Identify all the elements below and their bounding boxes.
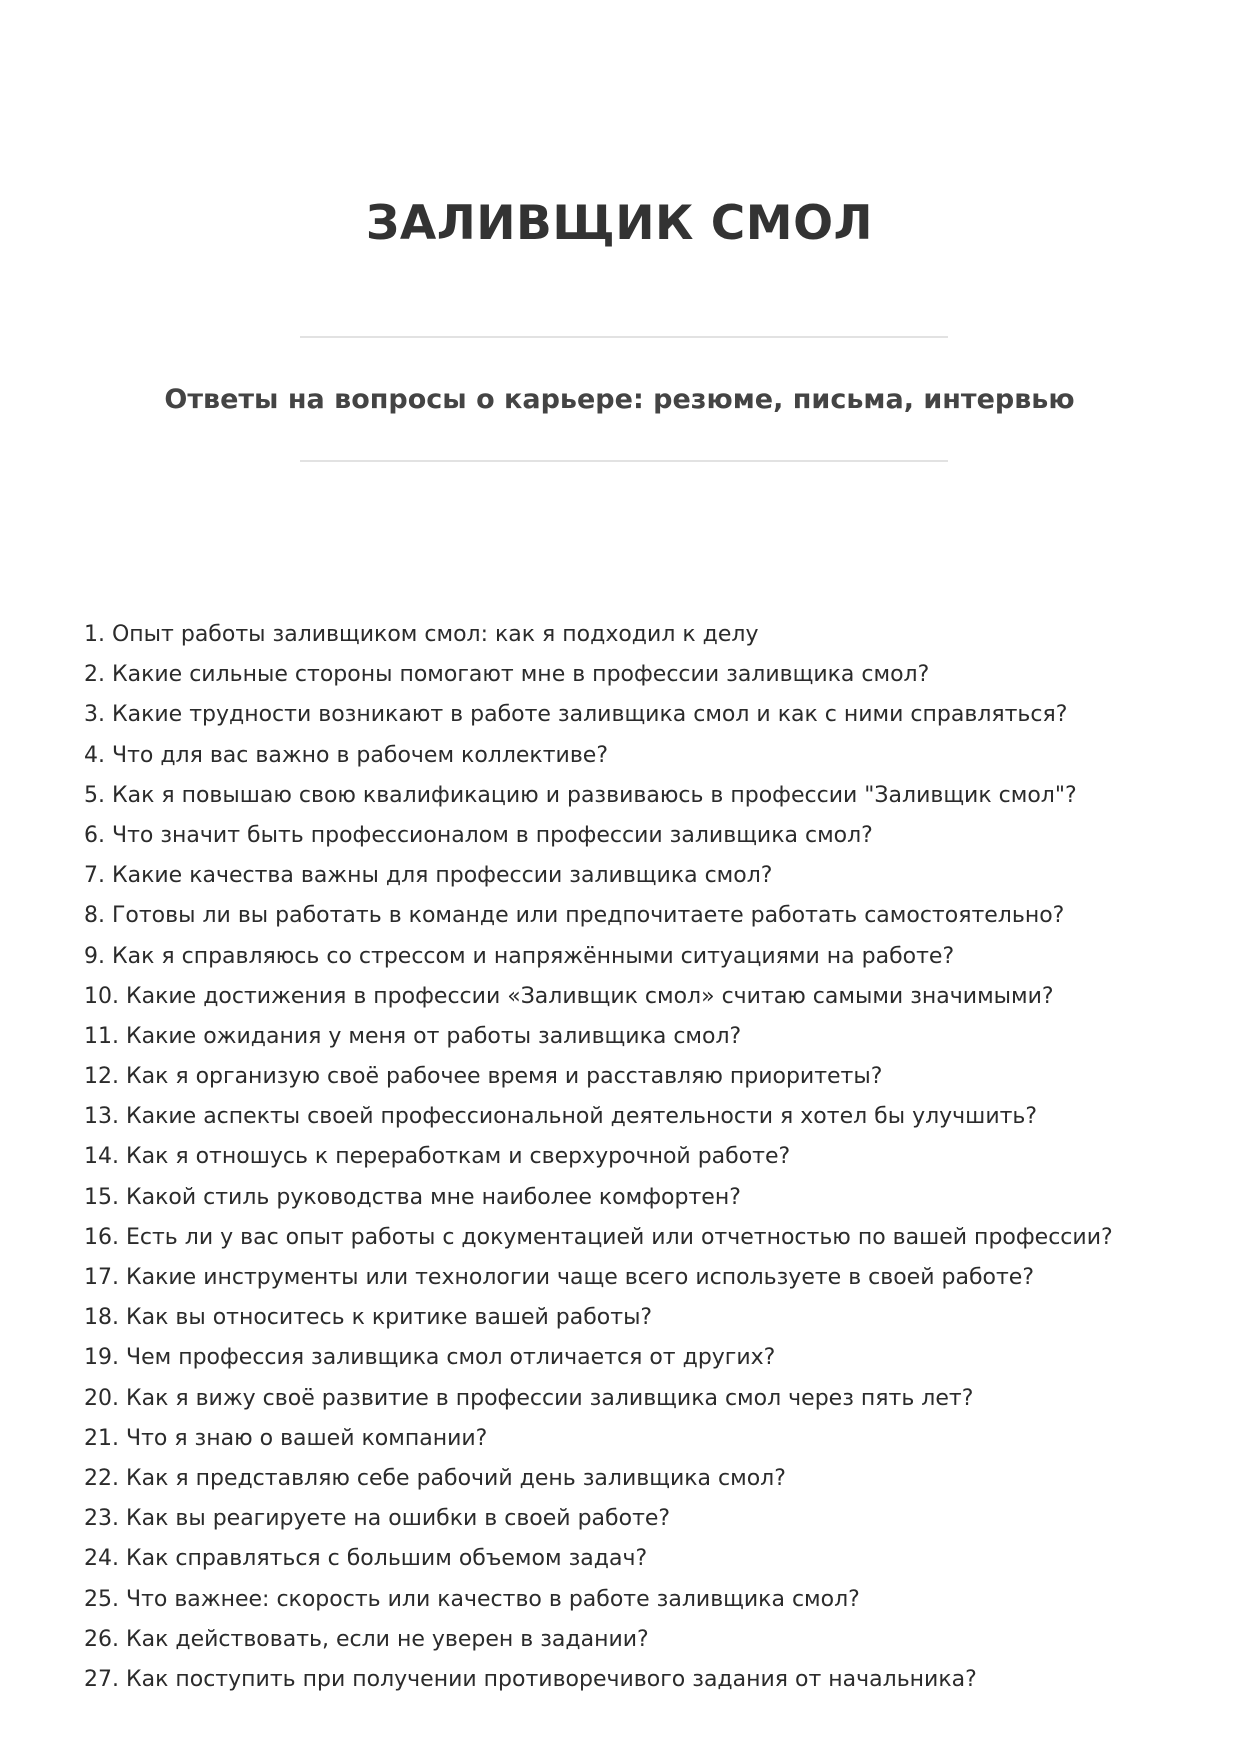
question-item: 8. Готовы ли вы работать в команде или предпочитаете работать самостоятельно? [84, 903, 1065, 929]
question-item: 17. Какие инструменты или технологии чаще всего используете в своей работе? [84, 1265, 1035, 1290]
question-item: 16. Есть ли у вас опыт работы с документацией или отчетностью по вашей профессии? [84, 1224, 1113, 1250]
divider-top [300, 336, 948, 338]
question-item: 2. Какие сильные стороны помогают мне в профессии заливщика смол? [84, 662, 930, 688]
question-item: 20. Как я вижу своё развитие в профессии заливщика смол через пять лет? [84, 1385, 974, 1411]
question-item: 13. Какие аспекты своей профессиональной деятельности я хотел бы улучшить? [84, 1104, 1038, 1130]
question-item: 25. Что важнее: скорость или качество в работе заливщика смол? [84, 1586, 860, 1612]
page-title: ЗАЛИВЩИК СМОЛ [365, 196, 874, 251]
question-item: 4. Что для вас важно в рабочем коллективе? [84, 742, 609, 768]
question-item: 7. Какие качества важны для профессии заливщика смол? [84, 863, 773, 889]
question-item: 22. Как я представляю себе рабочий день заливщика смол? [84, 1465, 786, 1491]
question-item: 15. Какой стиль руководства мне наиболее комфортен? [84, 1184, 741, 1210]
question-item: 26. Как действовать, если не уверен в задании? [84, 1626, 649, 1652]
question-item: 6. Что значит быть профессионалом в профессии заливщика смол? [84, 822, 873, 848]
question-item: 1. Опыт работы заливщиком смол: как я подходил к делу [84, 622, 759, 647]
question-list [84, 615, 1204, 1700]
divider-bottom [300, 460, 948, 462]
question-item: 5. Как я повышаю свою квалификацию и развиваюсь в профессии "Заливщик смол"? [84, 782, 1077, 808]
question-item: 14. Как я отношусь к переработкам и сверхурочной работе? [84, 1144, 791, 1170]
question-item: 21. Что я знаю о вашей компании? [84, 1425, 488, 1451]
question-item: 27. Как поступить при получении противоречивого задания от начальника? [84, 1666, 977, 1692]
question-item: 19. Чем профессия заливщика смол отличается от других? [84, 1345, 776, 1371]
page-subtitle: Ответы на вопросы о карьере: резюме, письма, интервью [164, 384, 1075, 415]
question-item: 11. Какие ожидания у меня от работы заливщика смол? [84, 1023, 742, 1049]
question-item: 12. Как я организую своё рабочее время и расставляю приоритеты? [84, 1064, 883, 1090]
question-item: 10. Какие достижения в профессии «Заливщик смол» считаю самыми значимыми? [84, 983, 1054, 1009]
question-item: 23. Как вы реагируете на ошибки в своей работе? [84, 1506, 671, 1532]
question-item: 24. Как справляться с большим объемом задач? [84, 1546, 648, 1572]
question-item: 18. Как вы относитесь к критике вашей работы? [84, 1305, 653, 1331]
question-item: 9. Как я справляюсь со стрессом и напряжёнными ситуациями на работе? [84, 943, 955, 969]
question-item: 3. Какие трудности возникают в работе заливщика смол и как с ними справляться? [84, 702, 1068, 728]
